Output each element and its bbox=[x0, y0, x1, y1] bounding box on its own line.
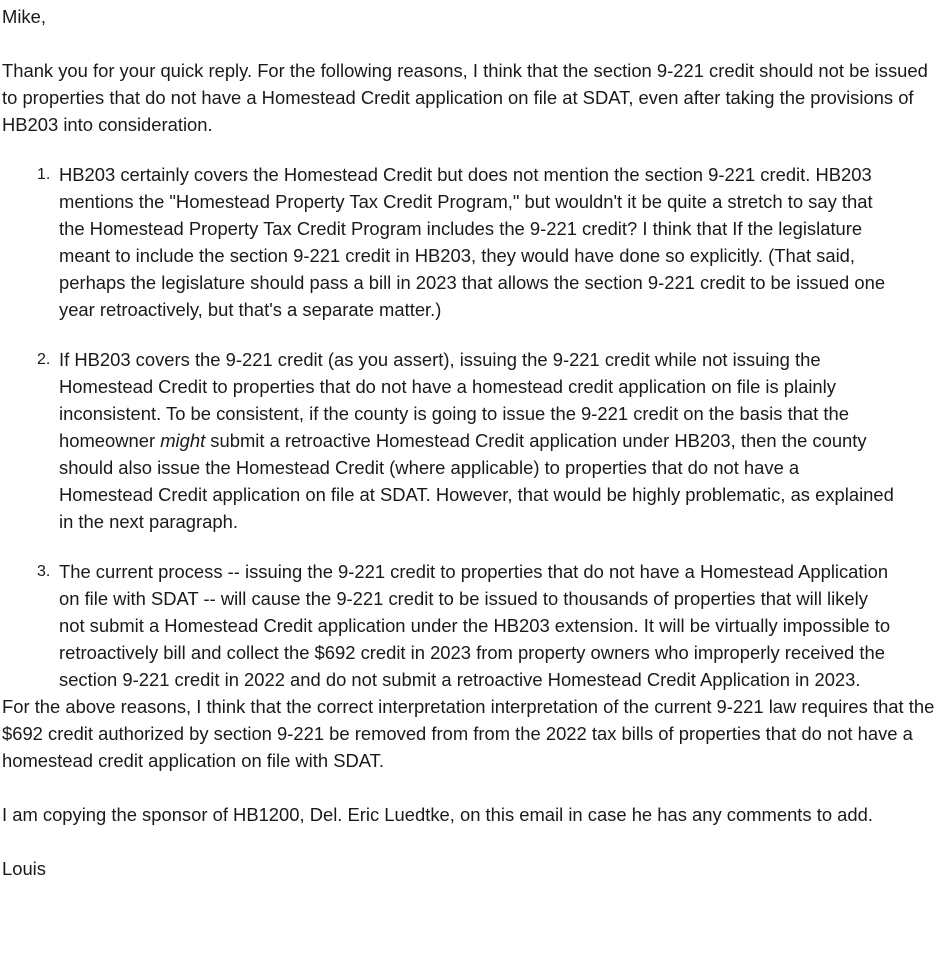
list-item bbox=[37, 346, 895, 535]
list-item-text: The current process -- issuing the 9-221 credit to properties that do not have a Homestead Application on file with SDAT -- will cause the 9-221 credit to be issued to thousands of properties that will likely not submit a Homestead Credit application under the HB203 extension. It will be virtually impossible to retroactively bill and collect the $692 credit in 2023 from property owners who improperly received the section 9-221 credit in 2022 and do not submit a retroactive Homestead Credit Application in 2023. bbox=[59, 561, 891, 690]
list-item-text: HB203 certainly covers the Homestead Credit but does not mention the section 9-221 credit. HB203 mentions the "Homestead Property Tax Credit Program," but wouldn't it be quite a stretch to say that the Homestead Property Tax Credit Program includes the 9-221 credit? I think that If the legislature meant to include the section 9-221 credit in HB203, they would have done so explicitly. (That said, perhaps the legislature should pass a bill in 2023 that allows the section 9-221 credit to be issued one year retroactively, but that's a separate matter.) bbox=[59, 164, 886, 320]
blank-line bbox=[2, 828, 942, 855]
list-item-number: 2. bbox=[37, 351, 51, 368]
conclusion-paragraph: For the above reasons, I think that the correct interpretation interpretation of the current 9-221 law requires that the $692 credit authorized by section 9-221 be removed from from the 2022 tax bills of properties that do not have a homestead credit application on file with SDAT. bbox=[2, 696, 935, 771]
list-item-text: If HB203 covers the 9-221 credit (as you assert), issuing the 9-221 credit while not issuing the Homestead Credit to properties that do not have a homestead credit application on file is plainly inconsistent. To be consistent, if the county is going to issue the 9-221 credit on the basis that the homeowner bbox=[59, 349, 849, 451]
list-item bbox=[37, 161, 895, 323]
list-item-number: 1. bbox=[37, 166, 51, 183]
list-item-text-continued: submit a retroactive Homestead Credit application under HB203, then the county should also issue the Homestead Credit (where applicable) to properties that do not have a Homestead Credit application on file at SDAT. However, that would be highly problematic, as explained in the next paragraph. bbox=[59, 430, 894, 532]
emphasized-word: might bbox=[160, 430, 206, 451]
greeting: Mike, bbox=[2, 6, 46, 27]
list-item bbox=[37, 558, 895, 693]
signature: Louis bbox=[2, 858, 46, 879]
blank-line bbox=[2, 30, 942, 57]
blank-line bbox=[2, 774, 942, 801]
email-body bbox=[2, 0, 942, 882]
intro-paragraph: Thank you for your quick reply. For the following reasons, I think that the section 9-221 credit should not be issued to properties that do not have a Homestead Credit application on file at SDAT, even after taking the provisions of HB203 into consideration. bbox=[2, 60, 928, 135]
list-item-number: 3. bbox=[37, 563, 51, 580]
cc-note-paragraph: I am copying the sponsor of HB1200, Del. Eric Luedtke, on this email in case he has any comments to add. bbox=[2, 804, 873, 825]
numbered-list bbox=[2, 161, 942, 693]
